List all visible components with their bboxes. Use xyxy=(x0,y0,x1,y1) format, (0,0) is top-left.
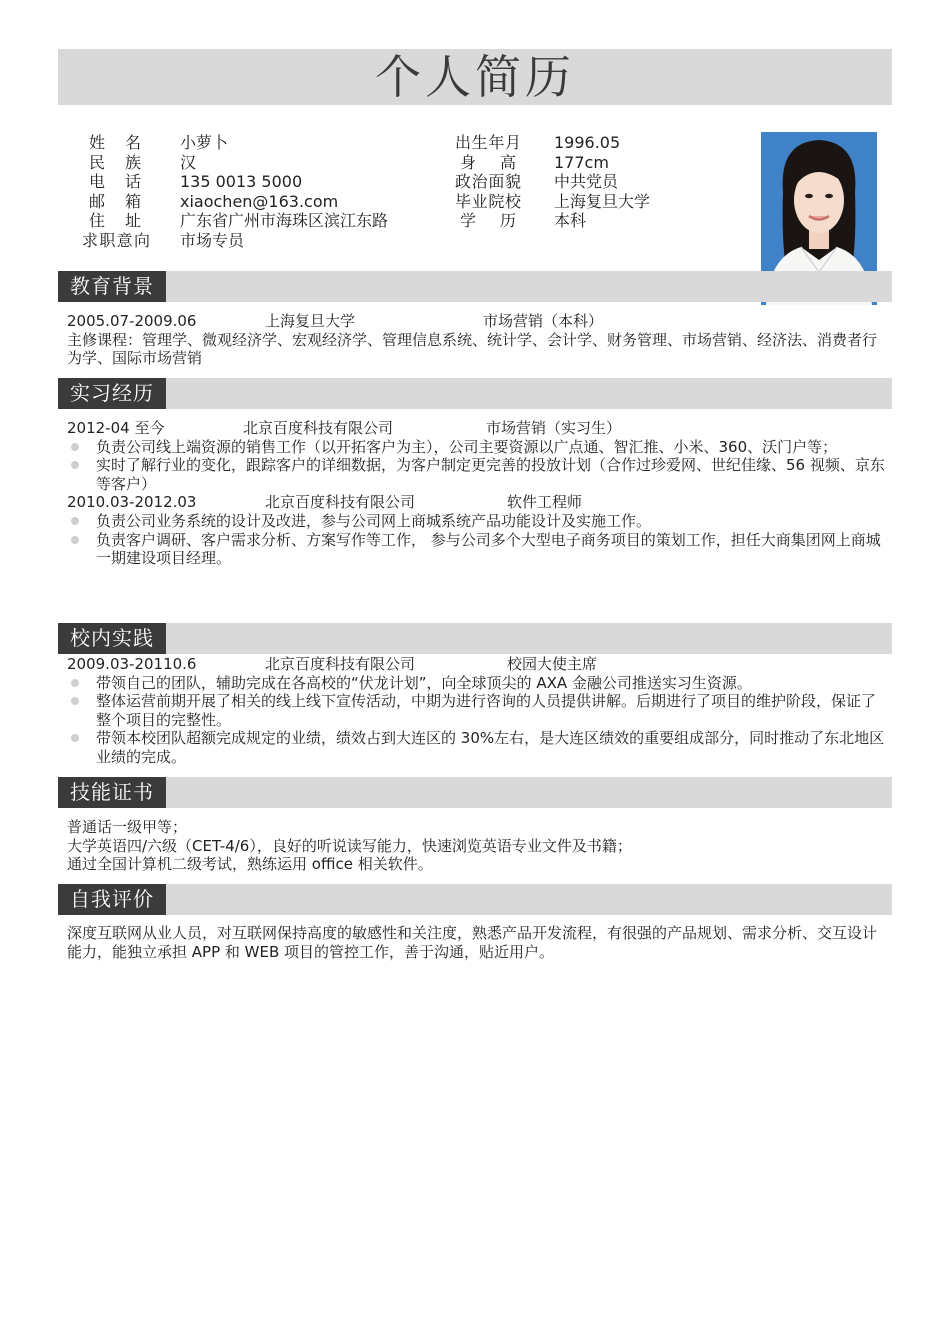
info-row-objective xyxy=(80,231,445,251)
info-value: xiaochen@163.com xyxy=(180,191,339,211)
edu-school: 上海复旦大学 xyxy=(265,312,356,330)
section-title: 技能证书 xyxy=(58,777,166,808)
page-title: 个人简历 xyxy=(375,50,575,104)
job-entry-1 xyxy=(67,419,885,438)
campus-bullet: 带领本校团队超额完成规定的业绩，绩效占到大连区的 30%左右，是大连区绩效的重要组成部分，同时推动了东北地区业绩的完成。 xyxy=(67,729,885,766)
section-header-self xyxy=(58,884,892,915)
info-value: 上海复旦大学 xyxy=(554,191,651,211)
info-value: 135 0013 5000 xyxy=(180,172,303,191)
section-title: 教育背景 xyxy=(58,271,166,302)
campus-entry xyxy=(67,655,885,674)
info-row-birth xyxy=(455,133,650,153)
basic-info-right xyxy=(455,133,650,231)
info-label: 出生年月 xyxy=(455,133,521,152)
info-label: 电话 xyxy=(89,172,141,191)
section-title: 校内实践 xyxy=(58,623,166,654)
section-header-internship xyxy=(58,378,892,409)
info-row-email xyxy=(80,192,445,212)
info-row-height xyxy=(455,153,650,173)
job-bullet: 负责公司线上端资源的销售工作（以开拓客户为主），公司主要资源以广点通、智汇推、小米、360、沃门户等； xyxy=(67,438,885,457)
info-row-phone xyxy=(80,172,445,192)
info-row-politics xyxy=(455,172,650,192)
self-evaluation-text: 深度互联网从业人员，对互联网保持高度的敏感性和关注度，熟悉产品开发流程，有很强的产品规划、需求分析、交互设计能力，能独立承担 APP 和 WEB 项目的管控工作，善于沟通，贴近用户。 xyxy=(67,924,878,961)
basic-info-left xyxy=(80,133,445,250)
info-label: 身高 xyxy=(460,152,516,172)
job-bullet: 负责客户调研、客户需求分析、方案写作等工作， 参与公司多个大型电子商务项目的策划工作，担任大商集团网上商城一期建设项目经理。 xyxy=(67,531,885,568)
section-title: 自我评价 xyxy=(58,884,166,915)
skill-line: 大学英语四/六级（CET-4/6），良好的听说读写能力，快速浏览英语专业文件及书籍； xyxy=(67,836,632,855)
self-block xyxy=(67,924,885,961)
education-entry xyxy=(67,312,885,331)
section-header-education xyxy=(58,271,892,302)
skills-block xyxy=(67,818,885,874)
info-value: 市场专员 xyxy=(180,230,245,250)
campus-period: 2009.03-20110.6 xyxy=(67,655,197,673)
campus-company: 北京百度科技有限公司 xyxy=(265,655,416,673)
campus-bullet: 整体运营前期开展了相关的线上线下宣传活动，中期为进行咨询的人员提供讲解。后期进行了项目的维护阶段，保证了整个项目的完整性。 xyxy=(67,692,885,729)
job-period: 2012-04 至今 xyxy=(67,419,165,437)
info-row-address xyxy=(80,211,445,231)
info-value: 本科 xyxy=(554,211,587,230)
info-label: 民族 xyxy=(89,152,141,172)
job-period: 2010.03-2012.03 xyxy=(67,493,197,512)
info-value: 1996.05 xyxy=(554,133,621,152)
campus-bullet: 带领自己的团队，辅助完成在各高校的“伏龙计划”，向全球顶尖的 AXA 金融公司推送实习生资源。 xyxy=(67,674,885,693)
info-value: 广东省广州市海珠区滨江东路 xyxy=(180,211,389,230)
skill-line: 普通话一级甲等； xyxy=(67,818,188,836)
section-title: 实习经历 xyxy=(58,378,166,409)
job-entry-2 xyxy=(67,493,885,512)
info-value: 小萝卜 xyxy=(180,133,229,152)
info-value: 177cm xyxy=(554,152,609,172)
internship-block xyxy=(67,419,885,568)
job-role: 软件工程师 xyxy=(507,493,583,512)
job-role: 市场营销（实习生） xyxy=(486,419,622,437)
info-label: 求职意向 xyxy=(82,230,150,250)
info-label: 邮箱 xyxy=(89,191,141,211)
skill-line: 通过全国计算机二级考试，熟练运用 office 相关软件。 xyxy=(67,855,433,874)
campus-role: 校园大使主席 xyxy=(507,655,598,673)
edu-courses: 主修课程：管理学、微观经济学、宏观经济学、管理信息系统、统计学、会计学、财务管理、市场营销、经济法、消费者行为学、国际市场营销 xyxy=(67,330,878,368)
info-label: 政治面貌 xyxy=(455,172,521,191)
info-label: 住址 xyxy=(89,211,141,230)
education-block xyxy=(67,312,885,368)
info-label: 姓名 xyxy=(89,133,141,152)
info-value: 汉 xyxy=(180,152,197,172)
edu-major: 市场营销（本科） xyxy=(483,312,604,330)
title-bar xyxy=(58,49,892,105)
edu-period: 2005.07-2009.06 xyxy=(67,312,197,330)
info-row-school xyxy=(455,192,650,212)
info-row-ethnicity xyxy=(80,153,445,173)
job-company: 北京百度科技有限公司 xyxy=(243,419,394,437)
info-row-name xyxy=(80,133,445,153)
job-bullet: 实时了解行业的变化，跟踪客户的详细数据，为客户制定更完善的投放计划（合作过珍爱网、世纪佳缘、56 视频、京东等客户） xyxy=(67,456,885,493)
section-header-skills xyxy=(58,777,892,808)
job-bullet: 负责公司业务系统的设计及改进，参与公司网上商城系统产品功能设计及实施工作。 xyxy=(67,512,885,531)
section-header-campus xyxy=(58,623,892,654)
info-row-degree xyxy=(455,211,650,231)
info-label: 学历 xyxy=(460,211,516,230)
info-label: 毕业院校 xyxy=(455,191,521,211)
campus-block xyxy=(67,655,885,767)
info-value: 中共党员 xyxy=(554,172,619,191)
job-company: 北京百度科技有限公司 xyxy=(265,493,416,512)
